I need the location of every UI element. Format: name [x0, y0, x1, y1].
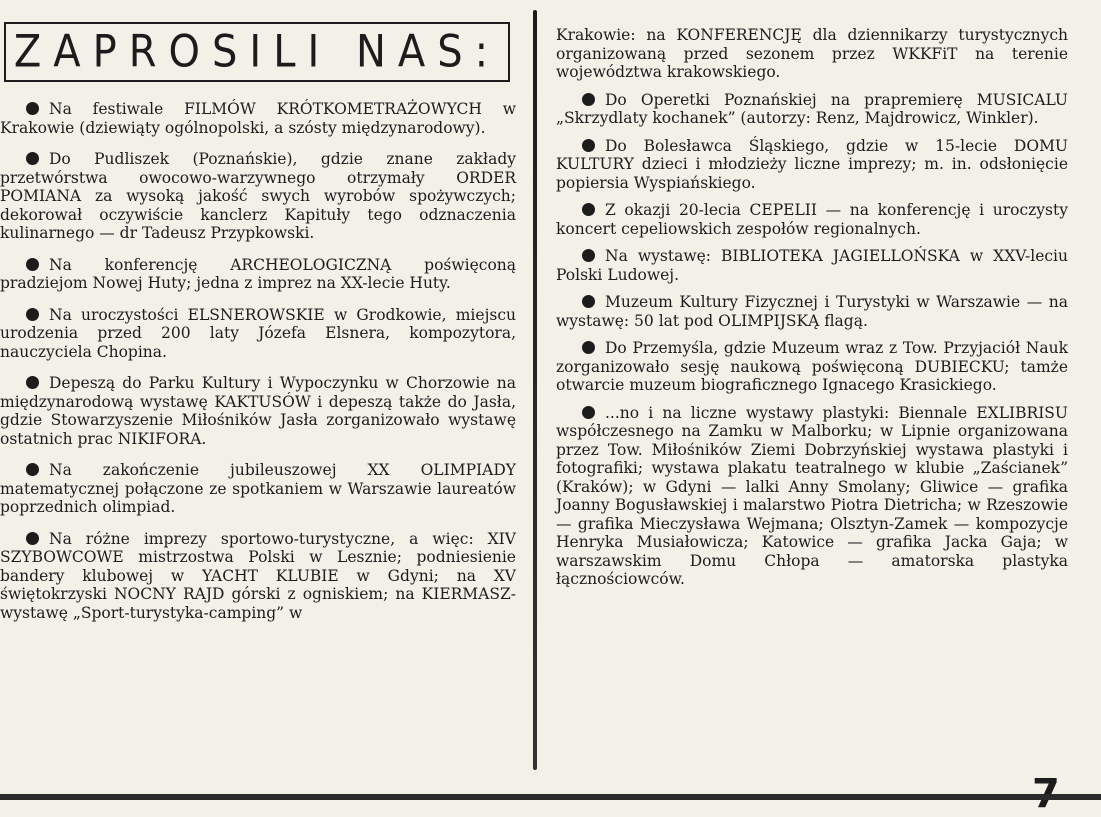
- title-box: [4, 22, 510, 82]
- bullet-icon: [26, 102, 39, 115]
- news-item: [556, 137, 1068, 193]
- bullet-icon: [582, 406, 595, 419]
- bullet-icon: [26, 532, 39, 545]
- news-item: [556, 404, 1068, 589]
- bullet-icon: [26, 376, 39, 389]
- right-column: [556, 26, 1068, 598]
- news-item: [556, 201, 1068, 238]
- news-item-text: Do Operetki Poznańskiej na prapremierę MUSICALU „Skrzydlaty kochanek” (autorzy: Renz, Majdrowicz, Winkler).: [556, 90, 1068, 127]
- news-item-text: Do Bolesławca Śląskiego, gdzie w 15-lecie DOMU KULTURY dzieci i młodzieży liczne imprezy; m. in. odsłonięcie popiersia Wyspiańskiego.: [556, 136, 1068, 192]
- bullet-icon: [26, 308, 39, 321]
- news-item: [556, 293, 1068, 330]
- bottom-rule: [0, 794, 1101, 800]
- news-item: [0, 461, 516, 517]
- bullet-icon: [26, 463, 39, 476]
- news-item-text: Na wystawę: BIBLIOTEKA JAGIELLOŃSKA w XXV-leciu Polski Ludowej.: [556, 247, 1068, 284]
- column-divider: [533, 10, 537, 770]
- news-item-text: Na konferencję ARCHEOLOGICZNĄ poświęconą pradziejom Nowej Huty; jedna z imprez na XX-lecie Huty.: [0, 255, 516, 292]
- news-item: [556, 247, 1068, 284]
- bullet-icon: [582, 139, 595, 152]
- bullet-icon: [26, 258, 39, 271]
- bullet-icon: [582, 341, 595, 354]
- news-item: [556, 339, 1068, 395]
- left-column: [0, 100, 516, 635]
- news-item: [0, 306, 516, 362]
- bullet-icon: [582, 203, 595, 216]
- news-item-text: Na zakończenie jubileuszowej XX OLIMPIADY matematycznej połączone ze spotkaniem w Warszawie laureatów poprzednich olimpiad.: [0, 461, 516, 516]
- news-item-text: Do Przemyśla, gdzie Muzeum wraz z Tow. Przyjaciół Nauk zorganizowało sesję naukową poświęconą DUBIECKU; tamże otwarcie muzeum biograficznego Ignacego Krasickiego.: [556, 339, 1068, 394]
- news-item: [0, 100, 516, 137]
- page-title: ZAPROSILI NAS:: [13, 26, 501, 78]
- news-item-text: Na różne imprezy sportowo-turystyczne, a więc: XIV SZYBOWCOWE mistrzostwa Polski w Lesznie; podniesienie bandery klubowej w YACHT KLUBIE w Gdyni; na XV świętokrzyski NOCNY RAJD górski z ogniskiem; na KIERMASZ-wystawę „Sport-turystyka-camping” w: [0, 529, 516, 622]
- news-item-text: Do Pudliszek (Poznańskie), gdzie znane zakłady przetwórstwa owocowo-warzywnego otrzymały ORDER POMIANA za wysoką jakość swych wyrobów spożywczych; dekorował oczywiście kanclerz Kapituły tego odznaczenia kulinarnego — dr Tadeusz Przypkowski.: [0, 150, 516, 242]
- bullet-icon: [582, 249, 595, 262]
- news-item: [556, 91, 1068, 128]
- news-item: [0, 374, 516, 448]
- bullet-icon: [26, 152, 39, 165]
- news-item-text: Na festiwale FILMÓW KRÓTKOMETRAŻOWYCH w Krakowie (dziewiąty ogólnopolski, a szósty międzynarodowy).: [0, 100, 516, 137]
- news-item-text: Z okazji 20-lecia CEPELII — na konferencję i uroczysty koncert cepeliowskich zespołów regionalnych.: [556, 201, 1068, 238]
- bullet-icon: [582, 295, 595, 308]
- bullet-icon: [582, 93, 595, 106]
- news-item-text: Muzeum Kultury Fizycznej i Turystyki w Warszawie — na wystawę: 50 lat pod OLIMPIJSKĄ flagą.: [556, 293, 1068, 330]
- continued-text: Krakowie: na KONFERENCJĘ dla dziennikarzy turystycznych organizowaną przed sezonem przez WKKFiT na terenie województwa krakowskiego.: [556, 26, 1068, 81]
- news-item: [0, 150, 516, 243]
- news-item: [0, 256, 516, 293]
- news-item-text: Depeszą do Parku Kultury i Wypoczynku w Chorzowie na międzynarodową wystawę KAKTUSÓW i depeszą także do Jasła, gdzie Stowarzyszenie Miłośników Jasła zorganizowało wystawę ostatnich prac NIKIFORA.: [0, 374, 516, 448]
- news-item-text: ...no i na liczne wystawy plastyki: Biennale EXLIBRISU współczesnego na Zamku w Malborku; w Lipnie organizowana przez Tow. Miłośników Ziemi Dobrzyńskiej wystawa plastyki i fotografiki; wystawa plakatu teatralnego w klubie „Zaścianek” (Kraków); w Gdyni — lalki Anny Smolany; Gliwice — grafika Joanny Bogusławskiej i malarstwo Piotra Dietricha; w Rzeszowie — grafika Mieczysława Wejmana; Olsztyn-Zamek — kompozycje Henryka Musiałowicza; Katowice — grafika Jacka Gaja; w warszawskim Domu Chłopa — amatorska plastyka łącznościowców.: [556, 403, 1068, 588]
- news-item: [0, 530, 516, 623]
- news-item-text: Na uroczystości ELSNEROWSKIE w Grodkowie, miejscu urodzenia przed 200 laty Józefa Elsnera, kompozytora, nauczyciela Chopina.: [0, 305, 516, 361]
